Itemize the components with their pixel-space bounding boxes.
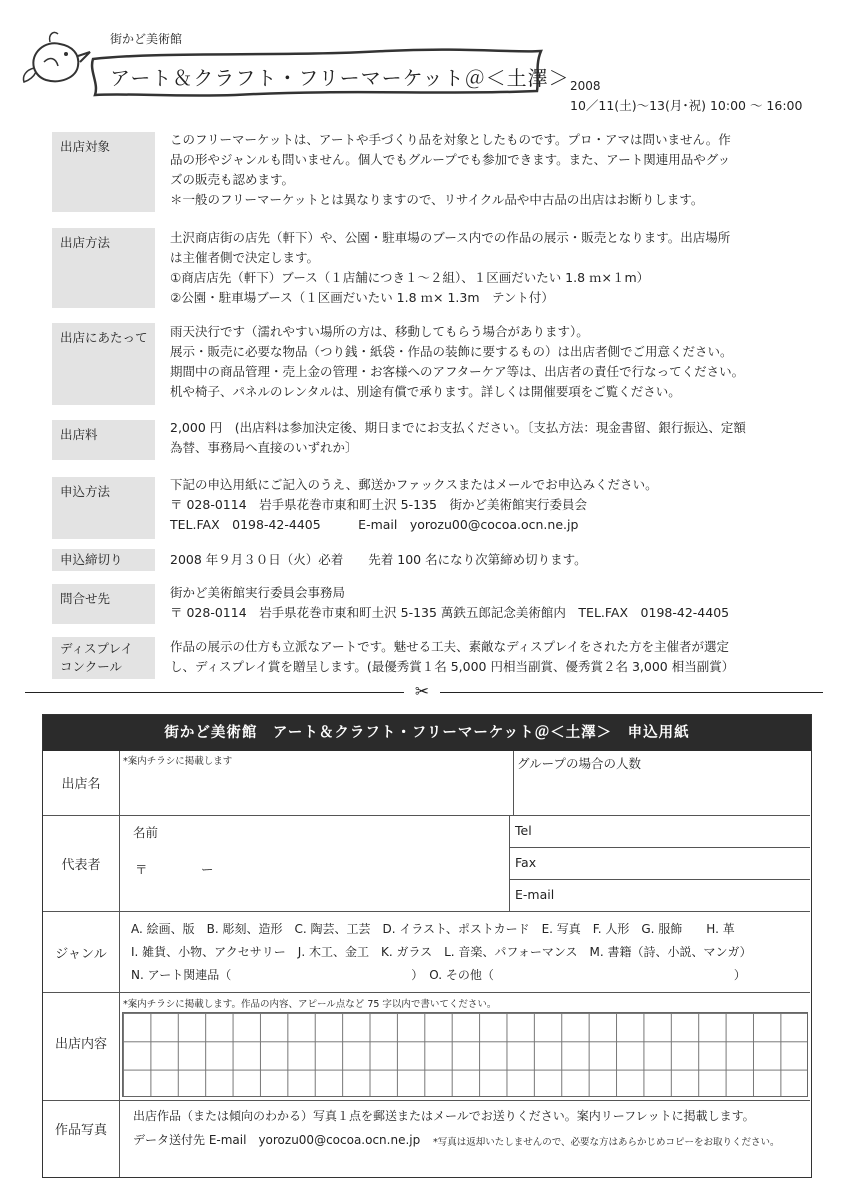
postal-dash: ー xyxy=(201,862,214,877)
photo-instructions: 出店作品（または傾向のわかる）写真１点を郵送またはメールでお送りください。案内リーフレットに掲載します。 xyxy=(133,1109,755,1123)
form-title: 街かど美術館 アート＆クラフト・フリーマーケット＠＜土澤＞ 申込用紙 xyxy=(43,715,811,751)
tel-field[interactable] xyxy=(543,817,808,845)
representative-label: 代表者 xyxy=(61,858,101,873)
row-body-target: このフリーマーケットは、アートや手づくり品を対象としたものです。プロ・アマは問いません。作 品の形やジャンルも問いません。個人でもグループでも参加できます。また、アート関連用品やグッ ズの販売も認めます。 ＊一般のフリーマーケットとは異なりますので、リサイクル品や中古品の出店はお断りします。 xyxy=(170,132,731,207)
address-field[interactable] xyxy=(123,851,503,909)
email-field[interactable] xyxy=(563,881,808,909)
group-count-label: グループの場合の人数 xyxy=(517,756,642,771)
group-count-field[interactable] xyxy=(514,771,810,814)
row-label-display: ディスプレイ コンクール xyxy=(52,637,155,679)
org-name: 街かど美術館 xyxy=(110,32,183,46)
content-label: 出店内容 xyxy=(54,1037,107,1052)
row-label-target: 出店対象 xyxy=(52,132,155,212)
row-body-deadline: 2008 年９月３０日（火）必着 先着 100 名になり次第締め切ります。 xyxy=(170,552,587,567)
genre-line-2[interactable]: I. 雑貨、小物、アクセサリー J. 木工、金工 K. ガラス L. 音楽、パフォーマンス M. 書籍（詩、小説、マンガ） xyxy=(131,945,752,959)
event-year: 2008 xyxy=(570,79,601,93)
row-body-display: 作品の展示の仕方も立派なアートです。魅せる工夫、素敵なディスプレイをされた方を主催者が選定 し、ディスプレイ賞を贈呈します。(最優秀賞１名 5,000 円相当副賞、優秀賞２名 3,000 相当副賞） xyxy=(170,639,735,674)
postal-mark: 〒 xyxy=(135,862,148,877)
page-header xyxy=(0,0,849,125)
row-label-contact: 問合せ先 xyxy=(52,584,155,624)
shop-name-note: *案内チラシに掲載します xyxy=(123,756,233,767)
genre-line-1[interactable]: A. 絵画、版 B. 彫刻、造形 C. 陶芸、工芸 D. イラスト、ポストカード E. 写真 F. 人形 G. 服飾 H. 革 xyxy=(131,922,735,936)
event-dates: 10／11(土)～13(月･祝) 10:00 ～ 16:00 xyxy=(570,98,803,113)
row-body-contact: 街かど美術館実行委員会事務局 〒 028-0114 岩手県花巻市東和町土沢 5-135 萬鉄五郎記念美術館内 TEL.FAX 0198-42-4405 xyxy=(170,585,730,620)
row-label-apply: 申込方法 xyxy=(52,477,155,539)
row-body-notes: 雨天決行です（濡れやすい場所の方は、移動してもらう場合があります）。 展示・販売に必要な物品（つり銭・紙袋・作品の装飾に要するもの）は出店者側でご用意ください。 期間中の商品管理・売上金の管理・お客様へのアフターケア等は、出店者の責任で行なってください。 机や椅子、パネルのレンタルは、別途有償で承ります。詳しくは開催要項をご覧ください。 xyxy=(170,324,745,399)
content-grid-field[interactable] xyxy=(122,1012,808,1097)
row-label-deadline: 申込締切り xyxy=(52,549,155,571)
content-note: *案内チラシに掲載します。作品の内容、アピール点など 75 字以内で書いてください。 xyxy=(123,999,497,1010)
row-label-method: 出店方法 xyxy=(52,228,155,308)
row-body-apply: 下記の申込用紙にご記入のうえ、郵送かファックスまたはメールでお申込みください。 〒 028-0114 岩手県花巻市東和町土沢 5-135 街かど美術館実行委員会 TEL.FAX 0198-42-4405 E-mail yorozu00@cocoa.ocn.ne.jp xyxy=(170,477,658,532)
row-label-fee: 出店料 xyxy=(52,420,155,460)
email-label: E-mail xyxy=(515,887,555,902)
shop-name-field[interactable] xyxy=(120,751,512,814)
genre-line-3[interactable]: N. アート関連品（ ） O. その他（ ） xyxy=(131,968,746,982)
scissors-icon: ✂ xyxy=(404,681,440,703)
genre-label: ジャンル xyxy=(55,947,107,962)
shop-name-label: 出店名 xyxy=(61,777,101,792)
row-body-fee: 2,000 円 (出店料は参加決定後、期日までにお支払ください。〔支払方法：現金書留、銀行振込、定額 為替、事務局へ直接のいずれか〕 xyxy=(170,420,746,455)
name-label: 名前 xyxy=(133,825,159,840)
fax-label: Fax xyxy=(515,855,537,870)
row-label-notes: 出店にあたって xyxy=(52,323,155,405)
page-title: アート＆クラフト・フリーマーケット＠＜土澤＞ xyxy=(110,66,570,90)
photo-label: 作品写真 xyxy=(54,1123,107,1138)
name-field[interactable] xyxy=(173,817,503,845)
tel-label: Tel xyxy=(515,823,532,838)
photo-email: データ送付先 E-mail yorozu00@cocoa.ocn.ne.jp xyxy=(133,1133,421,1147)
photo-note: *写真は返却いたしませんので、必要な方はあらかじめコピーをお取りください。 xyxy=(433,1137,780,1148)
fax-field[interactable] xyxy=(543,849,808,877)
row-body-method: 土沢商店街の店先（軒下）や、公園・駐車場のブース内での作品の展示・販売となります。出店場所 は主催者側で決定します。 ①商店店先（軒下）ブース（１店舗につき１～２組）、１区画だいたい 1.8 ｍ×１m） ②公園・駐車場ブース（１区画だいたい 1.8 ｍ× 1.3m テント付） xyxy=(170,230,731,305)
application-form xyxy=(42,714,812,1178)
